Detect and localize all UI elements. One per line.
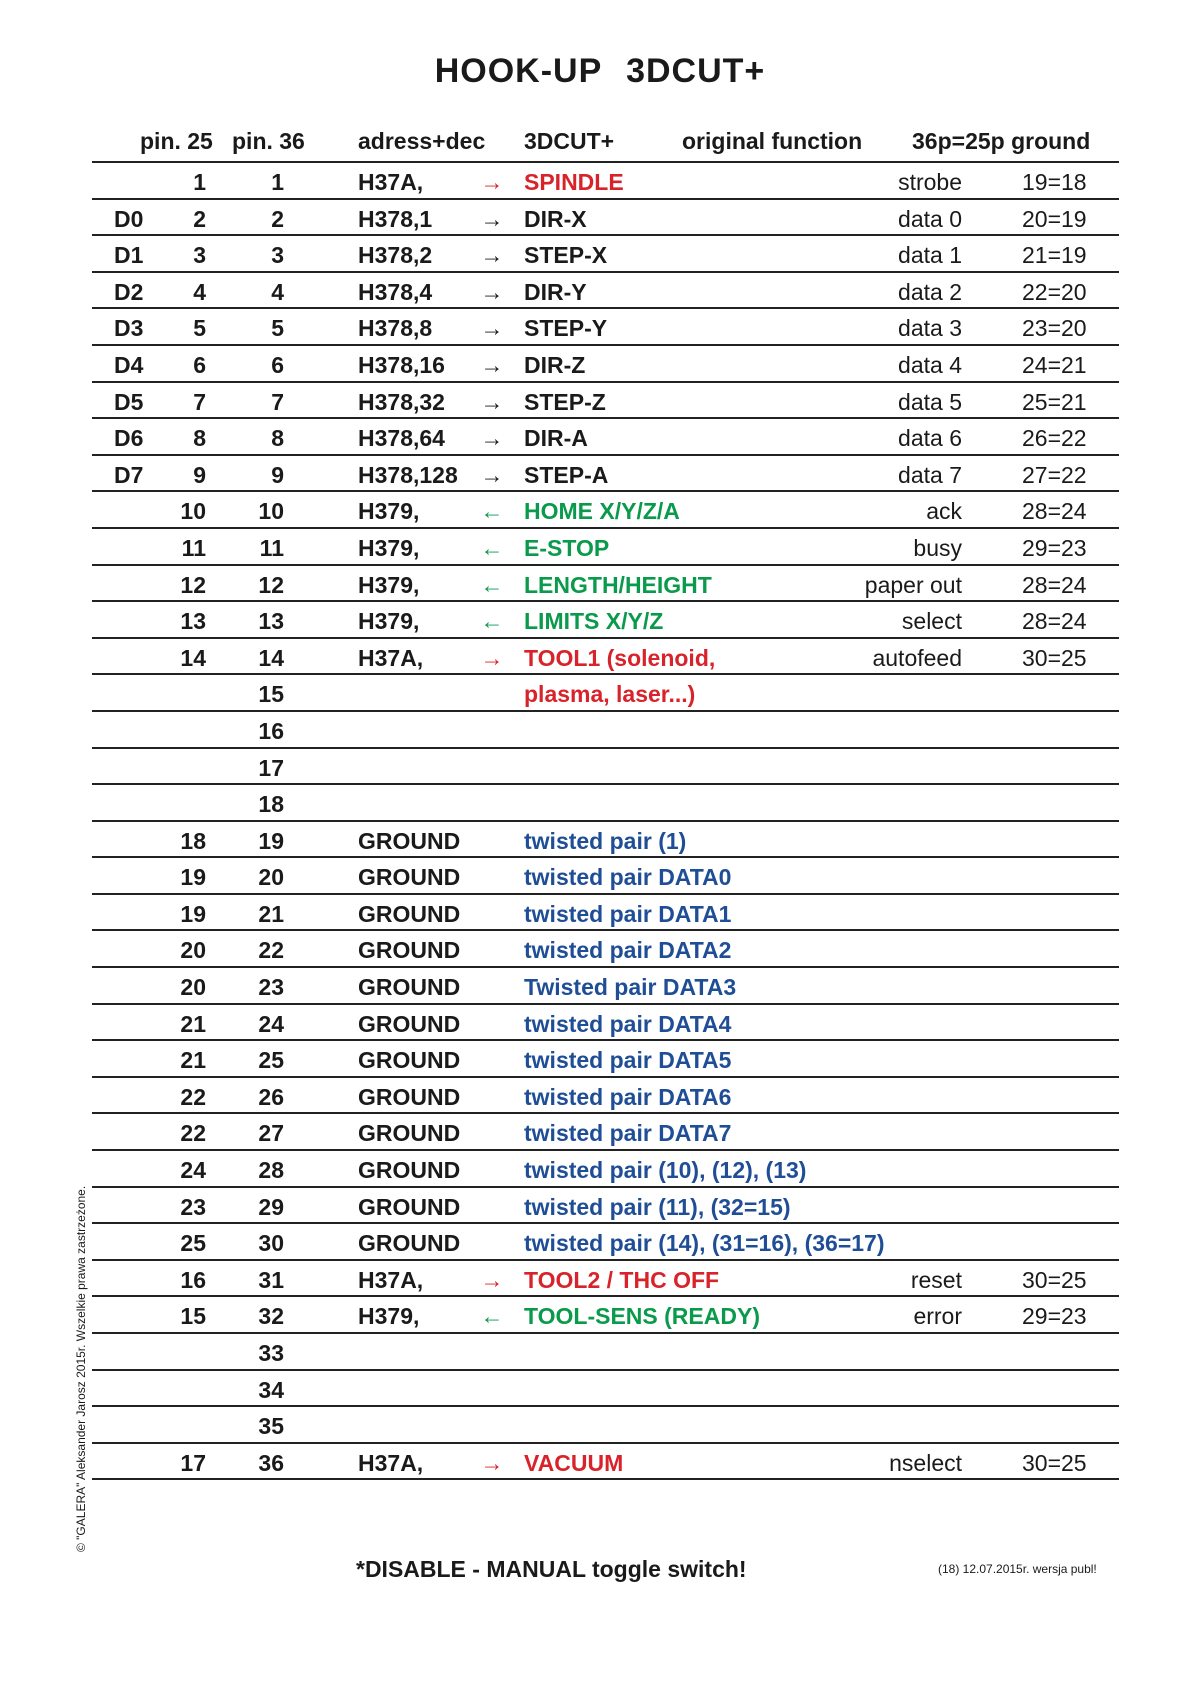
row-address: H378,1 xyxy=(358,205,433,232)
row-ground-pair: 25=21 xyxy=(1022,388,1087,415)
row-original-function: ack xyxy=(926,498,962,525)
row-pin36: 34 xyxy=(258,1376,284,1403)
row-address: GROUND xyxy=(358,974,461,1001)
table-row xyxy=(92,968,1119,1005)
table-row xyxy=(92,492,1119,529)
row-pin36: 29 xyxy=(258,1193,284,1220)
row-address: H378,4 xyxy=(358,278,433,305)
row-address: H378,16 xyxy=(358,351,445,378)
row-address: GROUND xyxy=(358,900,461,927)
row-address: H379, xyxy=(358,498,420,525)
row-pin36: 22 xyxy=(258,937,284,964)
table-row xyxy=(92,1407,1119,1444)
row-pin25: 17 xyxy=(180,1449,206,1476)
row-address: H379, xyxy=(358,1303,420,1330)
row-signal: twisted pair (14), (31=16), (36=17) xyxy=(524,1230,885,1257)
row-pin36: 20 xyxy=(258,864,284,891)
row-pin36: 21 xyxy=(258,900,284,927)
row-original-function: paper out xyxy=(864,571,962,598)
row-pin25: 22 xyxy=(180,1083,206,1110)
row-pin36: 13 xyxy=(258,608,284,635)
row-signal: twisted pair DATA0 xyxy=(524,864,732,891)
row-signal: twisted pair DATA1 xyxy=(524,900,732,927)
row-signal: DIR-Z xyxy=(524,351,586,378)
row-pin25: 23 xyxy=(180,1193,206,1220)
row-pin25: 24 xyxy=(180,1157,206,1184)
table-row xyxy=(92,419,1119,456)
row-ground-pair: 22=20 xyxy=(1022,278,1087,305)
row-address: GROUND xyxy=(358,827,461,854)
row-pin36: 25 xyxy=(258,1047,284,1074)
row-pin25: 18 xyxy=(180,827,206,854)
row-direction-arrow: → xyxy=(480,242,504,269)
table-row xyxy=(92,273,1119,310)
row-pin25: 25 xyxy=(180,1230,206,1257)
row-pin25: 13 xyxy=(180,608,206,635)
row-original-function: busy xyxy=(913,534,962,561)
row-original-function: select xyxy=(901,608,962,635)
table-row xyxy=(92,749,1119,786)
row-original-function: data 5 xyxy=(898,388,962,415)
row-pin36: 30 xyxy=(258,1230,284,1257)
row-signal: TOOL1 (solenoid, xyxy=(524,644,716,671)
row-pin36: 26 xyxy=(258,1083,284,1110)
row-direction-arrow: → xyxy=(480,425,504,452)
table-row xyxy=(92,1224,1119,1261)
table-header xyxy=(92,122,1119,162)
table-row xyxy=(92,566,1119,603)
row-pin25: 4 xyxy=(193,278,206,305)
row-pin36: 36 xyxy=(258,1449,284,1476)
row-pin25: 10 xyxy=(180,498,206,525)
header-signal: 3DCUT+ xyxy=(524,128,615,154)
table-row xyxy=(92,200,1119,237)
row-signal: STEP-Y xyxy=(524,315,608,342)
row-original-function: reset xyxy=(910,1266,962,1293)
row-address: H378,2 xyxy=(358,242,433,269)
row-pin36: 9 xyxy=(271,461,284,488)
row-signal: STEP-Z xyxy=(524,388,606,415)
row-data-bit: D6 xyxy=(114,425,144,452)
row-signal: STEP-A xyxy=(524,461,609,488)
row-signal: twisted pair DATA5 xyxy=(524,1047,732,1074)
row-direction-arrow: → xyxy=(480,644,504,671)
row-pin25: 7 xyxy=(193,388,206,415)
row-pin36: 28 xyxy=(258,1157,284,1184)
table-row xyxy=(92,1041,1119,1078)
row-signal: twisted pair DATA6 xyxy=(524,1083,732,1110)
row-signal: twisted pair (1) xyxy=(524,827,687,854)
row-pin36: 7 xyxy=(271,388,284,415)
row-address: H37A, xyxy=(358,644,424,671)
row-pin36: 6 xyxy=(271,351,284,378)
row-data-bit: D0 xyxy=(114,205,144,232)
row-pin36: 17 xyxy=(258,754,284,781)
row-pin25: 11 xyxy=(181,534,206,561)
row-direction-arrow: ← xyxy=(480,498,504,525)
row-direction-arrow: → xyxy=(480,205,504,232)
table-row xyxy=(92,1334,1119,1371)
table-row xyxy=(92,163,1119,200)
row-direction-arrow: → xyxy=(480,461,504,488)
row-signal: DIR-X xyxy=(524,205,587,232)
row-pin36: 35 xyxy=(258,1413,284,1440)
row-signal: LENGTH/HEIGHT xyxy=(524,571,712,598)
row-ground-pair: 23=20 xyxy=(1022,315,1087,342)
header-ground: 36p=25p ground xyxy=(912,128,1091,154)
row-ground-pair: 24=21 xyxy=(1022,351,1087,378)
row-pin36: 31 xyxy=(258,1266,284,1293)
row-address: H379, xyxy=(358,534,420,561)
row-ground-pair: 28=24 xyxy=(1022,608,1087,635)
row-pin36: 16 xyxy=(258,717,284,744)
version-note: (18) 12.07.2015r. wersja publ! xyxy=(938,1562,1097,1576)
row-pin36: 18 xyxy=(258,791,284,818)
row-original-function: error xyxy=(913,1303,962,1330)
row-address: H378,8 xyxy=(358,315,433,342)
row-original-function: nselect xyxy=(889,1449,962,1476)
table-row xyxy=(92,858,1119,895)
row-pin25: 8 xyxy=(193,425,206,452)
table-row xyxy=(92,822,1119,859)
row-address: GROUND xyxy=(358,864,461,891)
row-pin36: 11 xyxy=(259,534,284,561)
table-row xyxy=(92,895,1119,932)
row-original-function: data 1 xyxy=(898,242,962,269)
row-pin36: 5 xyxy=(271,315,284,342)
row-address: GROUND xyxy=(358,1230,461,1257)
row-address: H378,32 xyxy=(358,388,445,415)
row-data-bit: D7 xyxy=(114,461,144,488)
row-address: GROUND xyxy=(358,1120,461,1147)
row-ground-pair: 29=23 xyxy=(1022,534,1087,561)
row-ground-pair: 28=24 xyxy=(1022,498,1087,525)
row-direction-arrow: → xyxy=(480,278,504,305)
row-pin25: 21 xyxy=(180,1010,206,1037)
page-title: HOOK-UP 3DCUT+ xyxy=(434,52,766,90)
row-pin36: 19 xyxy=(258,827,284,854)
row-pin36: 10 xyxy=(258,498,284,525)
table-row xyxy=(92,1151,1119,1188)
row-original-function: data 2 xyxy=(898,278,962,305)
header-function: original function xyxy=(682,128,863,154)
row-ground-pair: 30=25 xyxy=(1022,1266,1087,1293)
row-data-bit: D2 xyxy=(114,278,144,305)
row-signal: STEP-X xyxy=(524,242,608,269)
row-pin25: 22 xyxy=(180,1120,206,1147)
row-ground-pair: 30=25 xyxy=(1022,1449,1087,1476)
table-row xyxy=(92,639,1119,676)
row-signal: TOOL2 / THC OFF xyxy=(524,1266,720,1293)
row-pin25: 5 xyxy=(193,315,206,342)
table-row xyxy=(92,1188,1119,1225)
row-signal: TOOL-SENS (READY) xyxy=(524,1303,760,1330)
row-signal: SPINDLE xyxy=(524,169,624,195)
row-pin25: 1 xyxy=(193,169,206,195)
row-address: H378,128 xyxy=(358,461,458,488)
row-direction-arrow: → xyxy=(480,351,504,378)
row-direction-arrow: → xyxy=(480,315,504,342)
row-address: GROUND xyxy=(358,1193,461,1220)
header-pin36: pin. 36 xyxy=(232,128,305,154)
row-signal: LIMITS X/Y/Z xyxy=(524,608,664,635)
copyright-note: © "GALERA" Aleksander Jarosz 2015r. Wszelkie prawa zastrzeżone. xyxy=(74,1185,88,1552)
row-direction-arrow: → xyxy=(480,1266,504,1293)
row-signal: DIR-Y xyxy=(524,278,587,305)
row-ground-pair: 27=22 xyxy=(1022,461,1087,488)
table-row xyxy=(92,529,1119,566)
table-row xyxy=(92,309,1119,346)
row-direction-arrow: ← xyxy=(480,534,504,561)
table-row xyxy=(92,1005,1119,1042)
row-ground-pair: 21=19 xyxy=(1022,242,1087,269)
row-signal: twisted pair (11), (32=15) xyxy=(524,1193,791,1220)
row-address: GROUND xyxy=(358,1157,461,1184)
row-address: GROUND xyxy=(358,937,461,964)
row-direction-arrow: → xyxy=(480,388,504,415)
row-pin25: 6 xyxy=(193,351,206,378)
row-original-function: data 4 xyxy=(898,351,962,378)
row-original-function: autofeed xyxy=(872,644,962,671)
row-signal: twisted pair DATA7 xyxy=(524,1120,732,1147)
row-original-function: data 7 xyxy=(898,461,962,488)
row-original-function: data 3 xyxy=(898,315,962,342)
row-ground-pair: 29=23 xyxy=(1022,1303,1087,1330)
row-address: GROUND xyxy=(358,1047,461,1074)
row-pin25: 19 xyxy=(180,900,206,927)
row-ground-pair: 20=19 xyxy=(1022,205,1087,232)
table-row xyxy=(92,456,1119,493)
row-signal: HOME X/Y/Z/A xyxy=(524,498,680,525)
row-pin36: 23 xyxy=(258,974,284,1001)
table-row xyxy=(92,931,1119,968)
table-row xyxy=(92,712,1119,749)
row-pin36: 24 xyxy=(258,1010,284,1037)
row-pin25: 20 xyxy=(180,937,206,964)
row-pin25: 12 xyxy=(180,571,206,598)
row-address: H379, xyxy=(358,571,420,598)
header-pin25: pin. 25 xyxy=(140,128,213,154)
row-pin36: 4 xyxy=(271,278,284,305)
row-signal: E-STOP xyxy=(524,534,610,561)
row-pin36: 33 xyxy=(258,1340,284,1366)
row-pin25: 14 xyxy=(180,644,206,671)
row-pin25: 15 xyxy=(180,1303,206,1330)
row-address: GROUND xyxy=(358,1010,461,1037)
table-row xyxy=(92,383,1119,420)
row-pin25: 19 xyxy=(180,864,206,891)
row-address: GROUND xyxy=(358,1083,461,1110)
row-signal: twisted pair (10), (12), (13) xyxy=(524,1157,807,1184)
row-signal: VACUUM xyxy=(524,1449,624,1476)
row-address: H37A, xyxy=(358,1449,424,1476)
row-ground-pair: 19=18 xyxy=(1022,169,1087,195)
row-pin25: 3 xyxy=(193,242,206,269)
row-signal: twisted pair DATA2 xyxy=(524,937,732,964)
table-row xyxy=(92,1261,1119,1298)
row-data-bit: D4 xyxy=(114,351,144,378)
row-direction-arrow: ← xyxy=(480,571,504,598)
table-row xyxy=(92,602,1119,639)
row-address: H378,64 xyxy=(358,425,445,452)
row-ground-pair: 30=25 xyxy=(1022,644,1087,671)
table-row xyxy=(92,346,1119,383)
row-signal: DIR-A xyxy=(524,425,588,452)
header-address: adress+dec xyxy=(358,128,486,154)
row-direction-arrow: ← xyxy=(480,1303,504,1330)
row-pin25: 20 xyxy=(180,974,206,1001)
row-pin36: 32 xyxy=(258,1303,284,1330)
row-pin25: 2 xyxy=(193,205,206,232)
row-signal: twisted pair DATA4 xyxy=(524,1010,732,1037)
row-pin36: 8 xyxy=(271,425,284,452)
footer-note: *DISABLE - MANUAL toggle switch! xyxy=(356,1556,747,1582)
row-pin25: 21 xyxy=(180,1047,206,1074)
table-row xyxy=(92,1078,1119,1115)
row-direction-arrow: ← xyxy=(480,608,504,635)
row-pin25: 16 xyxy=(180,1266,206,1293)
row-pin36: 27 xyxy=(258,1120,284,1147)
pin-table xyxy=(92,163,1119,1480)
row-pin36: 14 xyxy=(258,644,284,671)
table-row xyxy=(92,785,1119,822)
row-pin36: 15 xyxy=(258,681,284,708)
row-pin36: 12 xyxy=(258,571,284,598)
table-row xyxy=(92,236,1119,273)
row-address: H37A, xyxy=(358,169,424,195)
row-data-bit: D5 xyxy=(114,388,144,415)
row-ground-pair: 26=22 xyxy=(1022,425,1087,452)
row-original-function: data 6 xyxy=(898,425,962,452)
table-row xyxy=(92,1371,1119,1408)
row-data-bit: D1 xyxy=(114,242,144,269)
row-pin25: 9 xyxy=(193,461,206,488)
row-direction-arrow: → xyxy=(480,1449,504,1476)
row-address: H379, xyxy=(358,608,420,635)
table-row xyxy=(92,675,1119,712)
row-pin36: 2 xyxy=(271,205,284,232)
row-data-bit: D3 xyxy=(114,315,144,342)
row-pin36: 1 xyxy=(271,169,284,195)
table-row xyxy=(92,1114,1119,1151)
row-original-function: data 0 xyxy=(898,205,962,232)
table-row xyxy=(92,1297,1119,1334)
row-direction-arrow: → xyxy=(480,169,504,195)
row-signal: plasma, laser...) xyxy=(524,681,696,708)
row-address: H37A, xyxy=(358,1266,424,1293)
row-pin36: 3 xyxy=(271,242,284,269)
table-row xyxy=(92,1444,1119,1481)
row-ground-pair: 28=24 xyxy=(1022,571,1087,598)
row-signal: Twisted pair DATA3 xyxy=(524,974,737,1001)
row-original-function: strobe xyxy=(898,169,962,195)
